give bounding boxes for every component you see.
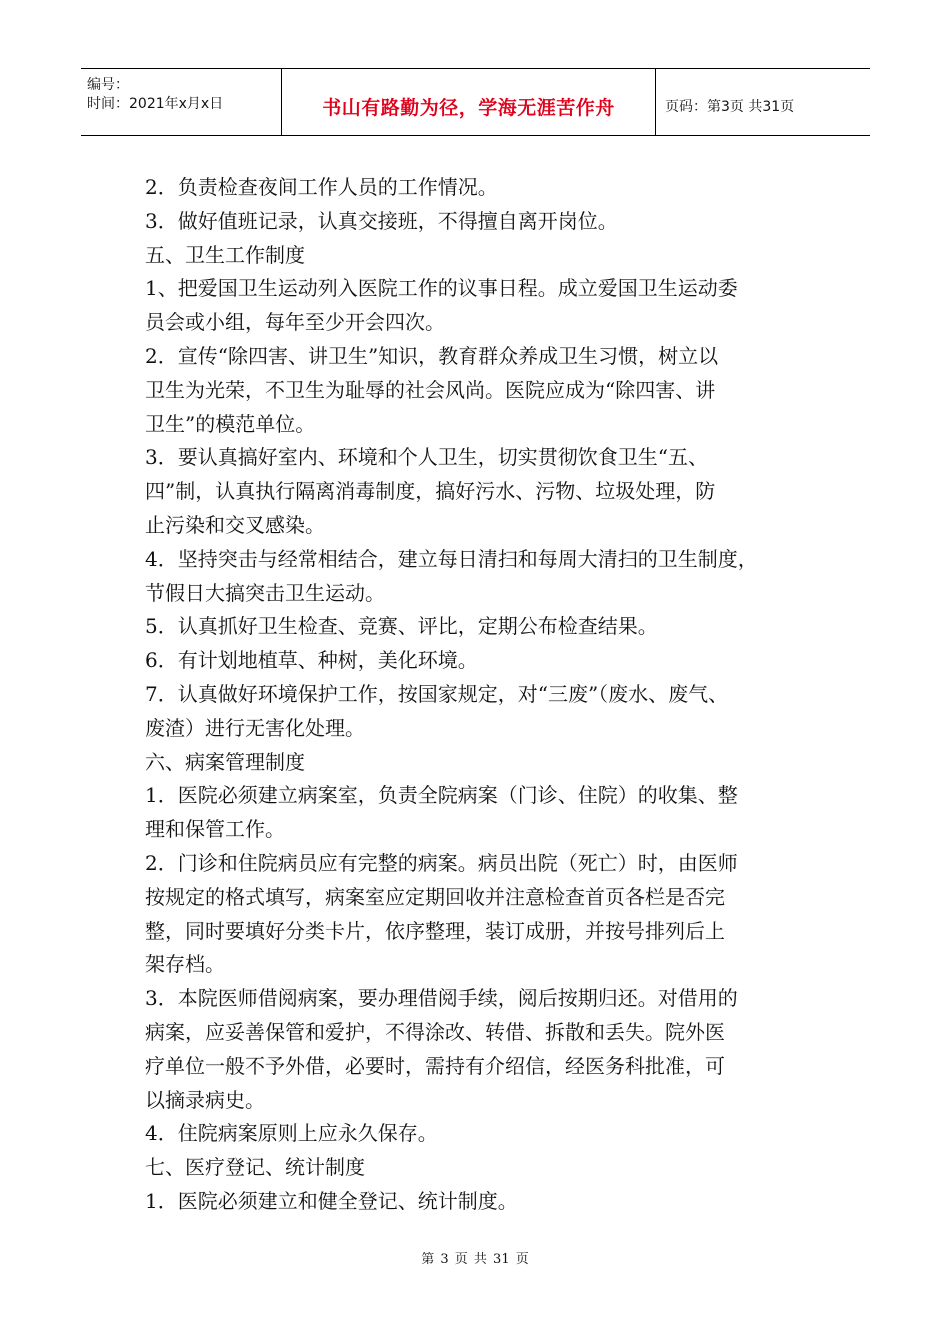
text-line: 4．住院病案原则上应永久保存。 bbox=[145, 1121, 438, 1146]
page-header bbox=[81, 68, 870, 136]
page-indicator: 页码：第3页 共31页 bbox=[665, 99, 795, 115]
text-line: 2．门诊和住院病员应有完整的病案。病员出院（死亡）时，由医师 bbox=[145, 850, 738, 875]
text-line: 1．医院必须建立病案室，负责全院病案（门诊、住院）的收集、整 bbox=[145, 783, 738, 808]
text-line: 1、把爱国卫生运动列入医院工作的议事日程。成立爱国卫生运动委 bbox=[145, 276, 738, 301]
motto: 书山有路勤为径，学海无涯苦作舟 bbox=[322, 97, 615, 119]
text-line: 员会或小组，每年至少开会四次。 bbox=[145, 310, 445, 335]
text-line: 病案，应妥善保管和爱护，不得涂改、转借、拆散和丢失。院外医 bbox=[145, 1019, 725, 1044]
text-line: 5．认真抓好卫生检查、竞赛、评比，定期公布检查结果。 bbox=[145, 614, 658, 639]
text-line: 3．本院医师借阅病案，要办理借阅手续，阅后按期归还。对借用的 bbox=[145, 986, 738, 1011]
header-motto-cell bbox=[281, 69, 656, 135]
text-line: 2．宣传“除四害、讲卫生”知识，教育群众养成卫生习惯，树立以 bbox=[145, 343, 719, 368]
text-line: 止污染和交叉感染。 bbox=[145, 512, 325, 537]
text-line: 7．认真做好环境保护工作，按国家规定，对“三废”（废水、废气、 bbox=[145, 681, 729, 706]
header-meta bbox=[81, 69, 281, 135]
text-line: 以摘录病史。 bbox=[145, 1087, 265, 1112]
text-line: 卫生为光荣，不卫生为耻辱的社会风尚。医院应成为“除四害、讲 bbox=[145, 377, 716, 402]
page-footer: 第 3 页 共 31 页 bbox=[421, 1252, 529, 1267]
text-line: 架存档。 bbox=[145, 952, 225, 977]
text-line: 6．有计划地植草、种树，美化环境。 bbox=[145, 648, 478, 673]
text-line: 3．要认真搞好室内、环境和个人卫生，切实贯彻饮食卫生“五、 bbox=[145, 445, 708, 470]
body-text bbox=[145, 171, 825, 1219]
text-line: 四”制，认真执行隔离消毒制度，搞好污水、污物、垃圾处理，防 bbox=[145, 479, 716, 504]
text-line: 1．医院必须建立和健全登记、统计制度。 bbox=[145, 1188, 518, 1213]
text-line: 疗单位一般不予外借，必要时，需持有介绍信，经医务科批准，可 bbox=[145, 1053, 725, 1078]
text-line: 按规定的格式填写，病案室应定期回收并注意检查首页各栏是否完 bbox=[145, 884, 725, 909]
doc-number-label: 编号： bbox=[87, 77, 129, 93]
text-line: 废渣）进行无害化处理。 bbox=[145, 715, 365, 740]
text-line: 3．做好值班记录，认真交接班，不得擅自离开岗位。 bbox=[145, 208, 618, 233]
header-page-cell bbox=[656, 69, 870, 135]
section-heading: 六、病案管理制度 bbox=[145, 749, 305, 774]
section-heading: 七、医疗登记、统计制度 bbox=[145, 1155, 365, 1180]
text-line: 4．坚持突击与经常相结合，建立每日清扫和每周大清扫的卫生制度， bbox=[145, 546, 758, 571]
text-line: 2．负责检查夜间工作人员的工作情况。 bbox=[145, 175, 498, 199]
doc-date: 时间：2021年x月x日 bbox=[87, 96, 224, 112]
text-line: 整，同时要填好分类卡片，依序整理，装订成册，并按号排列后上 bbox=[145, 918, 725, 943]
text-line: 卫生”的模范单位。 bbox=[145, 411, 316, 436]
text-line: 节假日大搞突击卫生运动。 bbox=[145, 580, 385, 605]
text-line: 理和保管工作。 bbox=[145, 817, 285, 842]
section-heading: 五、卫生工作制度 bbox=[145, 242, 305, 267]
